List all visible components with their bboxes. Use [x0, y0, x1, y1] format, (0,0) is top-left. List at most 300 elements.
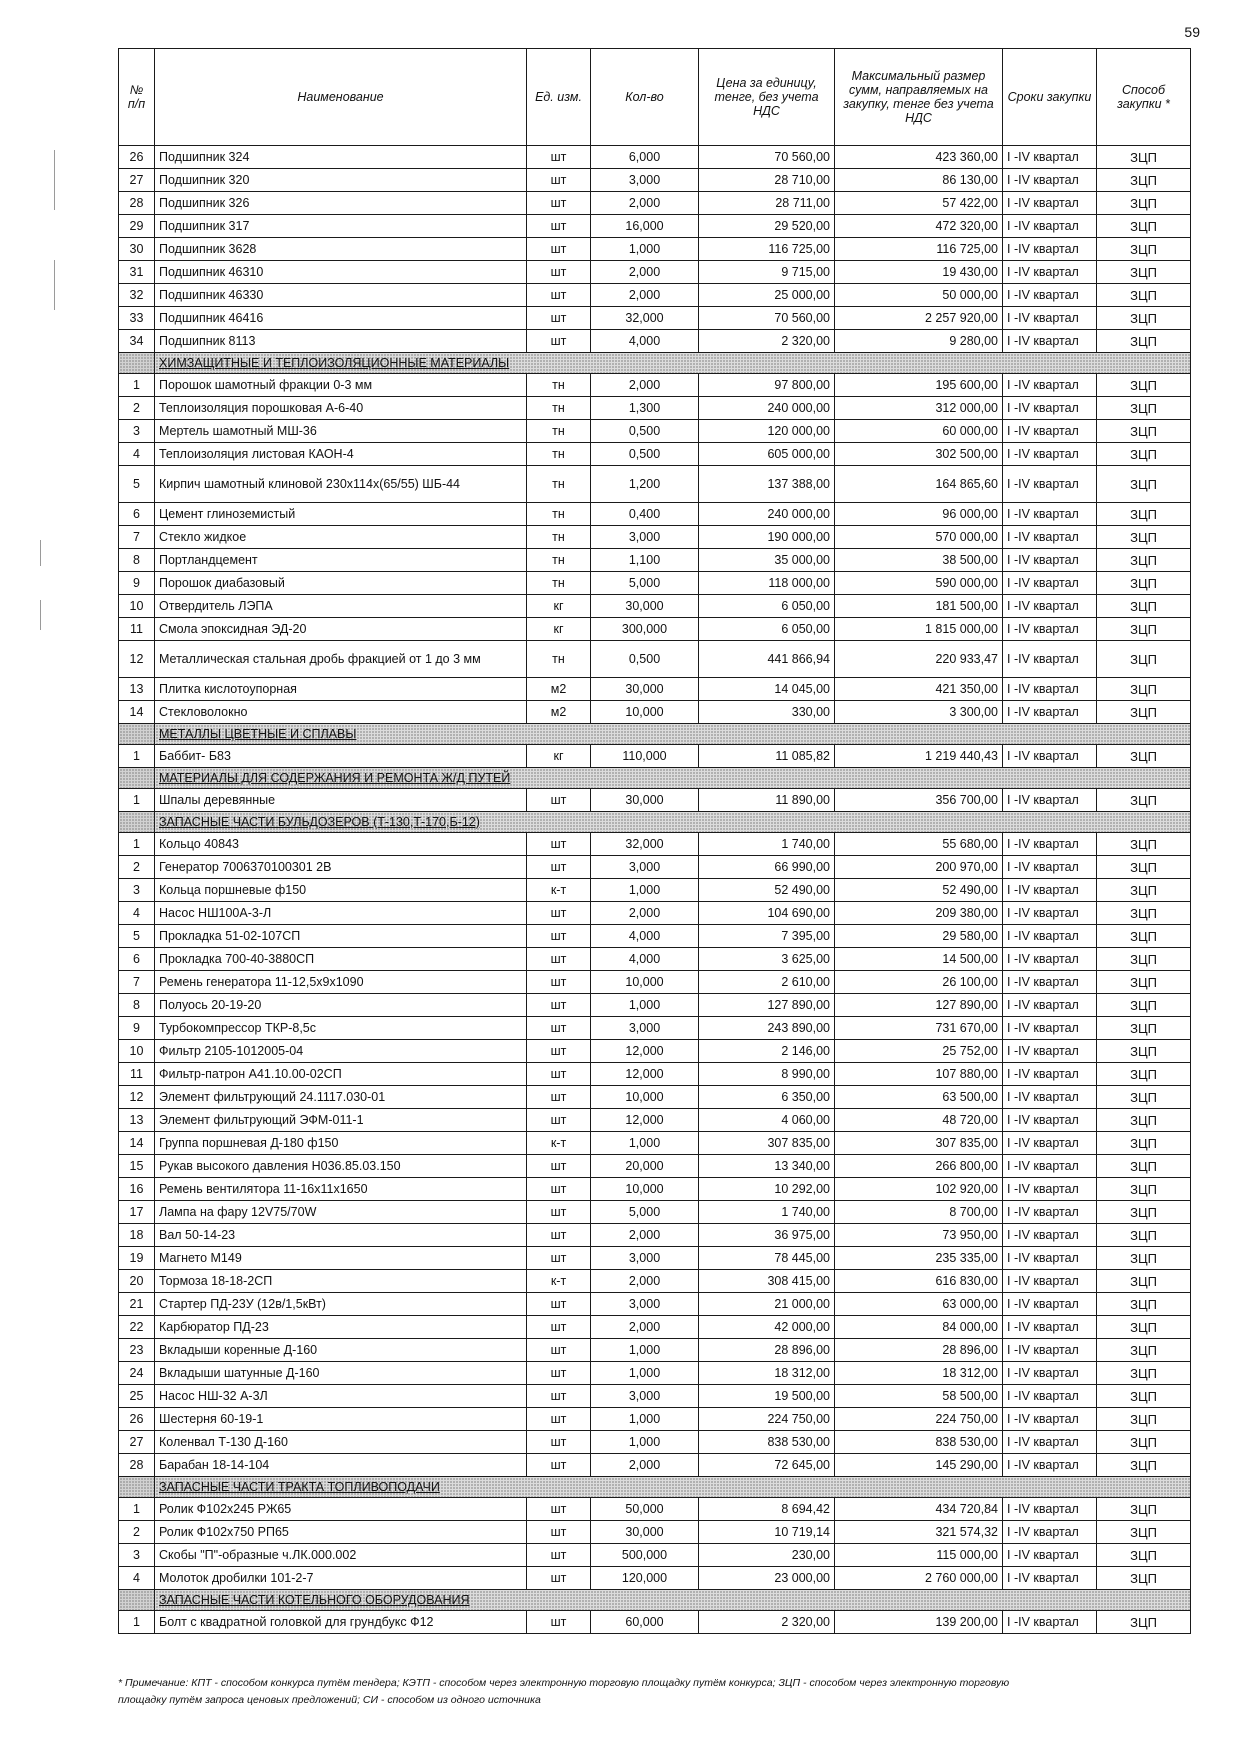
cell-price: 13 340,00: [699, 1155, 835, 1178]
table-row: [119, 701, 1191, 724]
section-row: [119, 768, 1191, 789]
cell-unit: шт: [527, 1293, 591, 1316]
section-num-cell: [119, 724, 155, 745]
cell-period: I -IV квартал: [1003, 618, 1097, 641]
section-row: [119, 724, 1191, 745]
cell-period: I -IV квартал: [1003, 466, 1097, 503]
cell-method: ЗЦП: [1097, 284, 1191, 307]
cell-num: 28: [119, 1454, 155, 1477]
cell-method: ЗЦП: [1097, 443, 1191, 466]
cell-qty: 5,000: [591, 572, 699, 595]
cell-num: 31: [119, 261, 155, 284]
cell-price: 6 050,00: [699, 595, 835, 618]
cell-price: 6 350,00: [699, 1086, 835, 1109]
cell-price: 605 000,00: [699, 443, 835, 466]
table-row: [119, 1408, 1191, 1431]
cell-max-sum: 312 000,00: [835, 397, 1003, 420]
cell-num: 6: [119, 948, 155, 971]
cell-method: ЗЦП: [1097, 1109, 1191, 1132]
cell-method: ЗЦП: [1097, 789, 1191, 812]
table-row: [119, 169, 1191, 192]
cell-method: ЗЦП: [1097, 1063, 1191, 1086]
cell-qty: 1,300: [591, 397, 699, 420]
cell-qty: 1,000: [591, 1339, 699, 1362]
scan-mark: [54, 260, 55, 310]
cell-period: I -IV квартал: [1003, 261, 1097, 284]
cell-period: I -IV квартал: [1003, 948, 1097, 971]
cell-method: ЗЦП: [1097, 503, 1191, 526]
table-row: [119, 238, 1191, 261]
cell-num: 19: [119, 1247, 155, 1270]
cell-num: 12: [119, 641, 155, 678]
cell-name: Вал 50-14-23: [155, 1224, 527, 1247]
cell-num: 1: [119, 1611, 155, 1634]
cell-method: ЗЦП: [1097, 238, 1191, 261]
table-row: [119, 192, 1191, 215]
cell-num: 28: [119, 192, 155, 215]
cell-price: 2 320,00: [699, 1611, 835, 1634]
cell-qty: 30,000: [591, 678, 699, 701]
cell-max-sum: 2 760 000,00: [835, 1567, 1003, 1590]
cell-qty: 20,000: [591, 1155, 699, 1178]
cell-qty: 3,000: [591, 526, 699, 549]
cell-unit: шт: [527, 261, 591, 284]
cell-name: Кольцо 40843: [155, 833, 527, 856]
scan-mark: [40, 540, 41, 566]
cell-unit: кг: [527, 618, 591, 641]
cell-unit: кг: [527, 745, 591, 768]
cell-num: 4: [119, 443, 155, 466]
cell-max-sum: 18 312,00: [835, 1362, 1003, 1385]
table-row: [119, 1109, 1191, 1132]
cell-max-sum: 224 750,00: [835, 1408, 1003, 1431]
cell-unit: шт: [527, 994, 591, 1017]
cell-method: ЗЦП: [1097, 1431, 1191, 1454]
footnote: [118, 1675, 1190, 1709]
table-row: [119, 1293, 1191, 1316]
cell-num: 4: [119, 902, 155, 925]
cell-qty: 12,000: [591, 1109, 699, 1132]
cell-name: Теплоизоляция листовая КАОН-4: [155, 443, 527, 466]
cell-qty: 32,000: [591, 833, 699, 856]
cell-name: Ремень генератора 11-12,5х9х1090: [155, 971, 527, 994]
cell-num: 2: [119, 856, 155, 879]
cell-unit: шт: [527, 925, 591, 948]
procurement-table: [118, 48, 1191, 1634]
table-row: [119, 330, 1191, 353]
cell-name: Рукав высокого давления Н036.85.03.150: [155, 1155, 527, 1178]
cell-num: 17: [119, 1201, 155, 1224]
cell-period: I -IV квартал: [1003, 1339, 1097, 1362]
cell-method: ЗЦП: [1097, 1544, 1191, 1567]
table-header-row: [119, 49, 1191, 146]
cell-name: Магнето М149: [155, 1247, 527, 1270]
cell-period: I -IV квартал: [1003, 1063, 1097, 1086]
cell-name: Отвердитель ЛЭПА: [155, 595, 527, 618]
cell-method: ЗЦП: [1097, 745, 1191, 768]
cell-unit: шт: [527, 856, 591, 879]
cell-num: 29: [119, 215, 155, 238]
cell-price: 28 711,00: [699, 192, 835, 215]
cell-qty: 1,000: [591, 238, 699, 261]
cell-price: 307 835,00: [699, 1132, 835, 1155]
table-row: [119, 1521, 1191, 1544]
cell-method: ЗЦП: [1097, 678, 1191, 701]
cell-num: 11: [119, 1063, 155, 1086]
cell-name: Шестерня 60-19-1: [155, 1408, 527, 1431]
cell-period: I -IV квартал: [1003, 1293, 1097, 1316]
cell-qty: 110,000: [591, 745, 699, 768]
section-row: [119, 1477, 1191, 1498]
cell-period: I -IV квартал: [1003, 1498, 1097, 1521]
cell-num: 8: [119, 549, 155, 572]
cell-unit: м2: [527, 678, 591, 701]
cell-qty: 30,000: [591, 1521, 699, 1544]
cell-method: ЗЦП: [1097, 1040, 1191, 1063]
cell-qty: 1,000: [591, 994, 699, 1017]
cell-qty: 10,000: [591, 971, 699, 994]
cell-price: 28 896,00: [699, 1339, 835, 1362]
section-row: [119, 353, 1191, 374]
cell-period: I -IV квартал: [1003, 641, 1097, 678]
cell-name: Порошок диабазовый: [155, 572, 527, 595]
cell-name: Фильтр 2105-1012005-04: [155, 1040, 527, 1063]
section-num-cell: [119, 812, 155, 833]
cell-num: 27: [119, 169, 155, 192]
section-num-cell: [119, 1590, 155, 1611]
cell-unit: шт: [527, 902, 591, 925]
table-row: [119, 745, 1191, 768]
cell-unit: шт: [527, 1109, 591, 1132]
cell-name: Фильтр-патрон А41.10.00-02СП: [155, 1063, 527, 1086]
cell-period: I -IV квартал: [1003, 1201, 1097, 1224]
cell-qty: 10,000: [591, 1086, 699, 1109]
cell-unit: шт: [527, 1408, 591, 1431]
cell-qty: 3,000: [591, 1385, 699, 1408]
cell-max-sum: 731 670,00: [835, 1017, 1003, 1040]
table-row: [119, 595, 1191, 618]
section-title: МЕТАЛЛЫ ЦВЕТНЫЕ И СПЛАВЫ: [155, 724, 1191, 745]
cell-period: I -IV квартал: [1003, 902, 1097, 925]
cell-qty: 300,000: [591, 618, 699, 641]
cell-unit: шт: [527, 284, 591, 307]
cell-max-sum: 8 700,00: [835, 1201, 1003, 1224]
cell-method: ЗЦП: [1097, 856, 1191, 879]
cell-max-sum: 9 280,00: [835, 330, 1003, 353]
cell-unit: шт: [527, 1155, 591, 1178]
table-row: [119, 1431, 1191, 1454]
section-num-cell: [119, 768, 155, 789]
cell-max-sum: 139 200,00: [835, 1611, 1003, 1634]
cell-unit: шт: [527, 238, 591, 261]
cell-price: 116 725,00: [699, 238, 835, 261]
cell-name: Шпалы деревянные: [155, 789, 527, 812]
cell-num: 24: [119, 1362, 155, 1385]
cell-method: ЗЦП: [1097, 1224, 1191, 1247]
cell-max-sum: 86 130,00: [835, 169, 1003, 192]
cell-price: 330,00: [699, 701, 835, 724]
cell-max-sum: 28 896,00: [835, 1339, 1003, 1362]
cell-price: 224 750,00: [699, 1408, 835, 1431]
cell-qty: 500,000: [591, 1544, 699, 1567]
cell-unit: шт: [527, 1224, 591, 1247]
cell-period: I -IV квартал: [1003, 789, 1097, 812]
cell-unit: шт: [527, 1454, 591, 1477]
cell-name: Кирпич шамотный клиновой 230х114х(65/55) ШБ-44: [155, 466, 527, 503]
cell-unit: тн: [527, 526, 591, 549]
cell-unit: шт: [527, 1521, 591, 1544]
cell-price: 78 445,00: [699, 1247, 835, 1270]
cell-num: 12: [119, 1086, 155, 1109]
cell-unit: шт: [527, 833, 591, 856]
cell-max-sum: 50 000,00: [835, 284, 1003, 307]
cell-period: I -IV квартал: [1003, 330, 1097, 353]
cell-method: ЗЦП: [1097, 169, 1191, 192]
cell-period: I -IV квартал: [1003, 701, 1097, 724]
cell-num: 7: [119, 971, 155, 994]
cell-method: ЗЦП: [1097, 948, 1191, 971]
cell-period: I -IV квартал: [1003, 1408, 1097, 1431]
cell-max-sum: 266 800,00: [835, 1155, 1003, 1178]
cell-method: ЗЦП: [1097, 526, 1191, 549]
cell-unit: тн: [527, 641, 591, 678]
table-row: [119, 549, 1191, 572]
cell-max-sum: 321 574,32: [835, 1521, 1003, 1544]
cell-name: Подшипник 3628: [155, 238, 527, 261]
cell-unit: шт: [527, 192, 591, 215]
section-title: ЗАПАСНЫЕ ЧАСТИ КОТЕЛЬНОГО ОБОРУДОВАНИЯ: [155, 1590, 1191, 1611]
cell-name: Мертель шамотный МШ-36: [155, 420, 527, 443]
cell-name: Стекловолокно: [155, 701, 527, 724]
cell-max-sum: 102 920,00: [835, 1178, 1003, 1201]
cell-name: Карбюратор ПД-23: [155, 1316, 527, 1339]
cell-name: Подшипник 46330: [155, 284, 527, 307]
cell-method: ЗЦП: [1097, 902, 1191, 925]
header-price: Цена за единицу, тенге, без учета НДС: [699, 49, 835, 146]
table-row: [119, 1155, 1191, 1178]
cell-max-sum: 48 720,00: [835, 1109, 1003, 1132]
cell-num: 2: [119, 397, 155, 420]
cell-period: I -IV квартал: [1003, 1454, 1097, 1477]
cell-num: 13: [119, 678, 155, 701]
cell-method: ЗЦП: [1097, 994, 1191, 1017]
header-unit: Ед. изм.: [527, 49, 591, 146]
cell-period: I -IV квартал: [1003, 1155, 1097, 1178]
cell-qty: 60,000: [591, 1611, 699, 1634]
cell-method: ЗЦП: [1097, 397, 1191, 420]
cell-num: 4: [119, 1567, 155, 1590]
cell-period: I -IV квартал: [1003, 146, 1097, 169]
cell-name: Насос НШ-32 А-3Л: [155, 1385, 527, 1408]
cell-name: Элемент фильтрующий ЭФМ-011-1: [155, 1109, 527, 1132]
cell-period: I -IV квартал: [1003, 833, 1097, 856]
cell-num: 2: [119, 1521, 155, 1544]
cell-method: ЗЦП: [1097, 1132, 1191, 1155]
cell-max-sum: 84 000,00: [835, 1316, 1003, 1339]
cell-name: Прокладка 700-40-3880СП: [155, 948, 527, 971]
cell-price: 1 740,00: [699, 1201, 835, 1224]
cell-num: 21: [119, 1293, 155, 1316]
cell-period: I -IV квартал: [1003, 1521, 1097, 1544]
table-row: [119, 1178, 1191, 1201]
cell-num: 3: [119, 420, 155, 443]
cell-name: Кольца поршневые ф150: [155, 879, 527, 902]
cell-unit: шт: [527, 1362, 591, 1385]
cell-unit: тн: [527, 549, 591, 572]
cell-price: 2 320,00: [699, 330, 835, 353]
cell-num: 34: [119, 330, 155, 353]
cell-qty: 32,000: [591, 307, 699, 330]
cell-num: 32: [119, 284, 155, 307]
cell-qty: 3,000: [591, 856, 699, 879]
cell-num: 1: [119, 745, 155, 768]
cell-period: I -IV квартал: [1003, 443, 1097, 466]
cell-period: I -IV квартал: [1003, 1178, 1097, 1201]
table-row: [119, 503, 1191, 526]
cell-name: Молоток дробилки 101-2-7: [155, 1567, 527, 1590]
cell-qty: 2,000: [591, 1270, 699, 1293]
cell-unit: шт: [527, 1247, 591, 1270]
cell-num: 8: [119, 994, 155, 1017]
cell-method: ЗЦП: [1097, 1521, 1191, 1544]
cell-method: ЗЦП: [1097, 1408, 1191, 1431]
cell-qty: 2,000: [591, 374, 699, 397]
cell-period: I -IV квартал: [1003, 1611, 1097, 1634]
cell-period: I -IV квартал: [1003, 1544, 1097, 1567]
cell-name: Подшипник 320: [155, 169, 527, 192]
table-row: [119, 1017, 1191, 1040]
cell-method: ЗЦП: [1097, 420, 1191, 443]
table-row: [119, 443, 1191, 466]
cell-unit: шт: [527, 1544, 591, 1567]
cell-max-sum: 29 580,00: [835, 925, 1003, 948]
cell-price: 243 890,00: [699, 1017, 835, 1040]
section-title: ЗАПАСНЫЕ ЧАСТИ ТРАКТА ТОПЛИВОПОДАЧИ: [155, 1477, 1191, 1498]
cell-period: I -IV квартал: [1003, 169, 1097, 192]
cell-method: ЗЦП: [1097, 1201, 1191, 1224]
cell-period: I -IV квартал: [1003, 1040, 1097, 1063]
cell-num: 5: [119, 466, 155, 503]
cell-method: ЗЦП: [1097, 572, 1191, 595]
cell-num: 7: [119, 526, 155, 549]
cell-qty: 2,000: [591, 261, 699, 284]
cell-name: Прокладка 51-02-107СП: [155, 925, 527, 948]
cell-qty: 4,000: [591, 330, 699, 353]
section-num-cell: [119, 353, 155, 374]
cell-qty: 1,000: [591, 1431, 699, 1454]
cell-max-sum: 302 500,00: [835, 443, 1003, 466]
cell-period: I -IV квартал: [1003, 678, 1097, 701]
table-body: [119, 146, 1191, 1634]
cell-num: 5: [119, 925, 155, 948]
cell-price: 11 085,82: [699, 745, 835, 768]
table-row: [119, 789, 1191, 812]
cell-period: I -IV квартал: [1003, 215, 1097, 238]
cell-method: ЗЦП: [1097, 1362, 1191, 1385]
scan-mark: [40, 600, 41, 630]
cell-price: 190 000,00: [699, 526, 835, 549]
cell-unit: шт: [527, 146, 591, 169]
cell-price: 838 530,00: [699, 1431, 835, 1454]
cell-name: Подшипник 46416: [155, 307, 527, 330]
cell-unit: тн: [527, 503, 591, 526]
cell-period: I -IV квартал: [1003, 1431, 1097, 1454]
cell-price: 127 890,00: [699, 994, 835, 1017]
cell-period: I -IV квартал: [1003, 1109, 1097, 1132]
cell-method: ЗЦП: [1097, 618, 1191, 641]
cell-price: 19 500,00: [699, 1385, 835, 1408]
cell-method: ЗЦП: [1097, 701, 1191, 724]
table-row: [119, 307, 1191, 330]
header-name: Наименование: [155, 49, 527, 146]
page-number: 59: [1184, 24, 1200, 40]
cell-price: 66 990,00: [699, 856, 835, 879]
cell-price: 70 560,00: [699, 307, 835, 330]
cell-max-sum: 838 530,00: [835, 1431, 1003, 1454]
cell-method: ЗЦП: [1097, 1086, 1191, 1109]
cell-period: I -IV квартал: [1003, 397, 1097, 420]
cell-unit: шт: [527, 169, 591, 192]
table-row: [119, 925, 1191, 948]
cell-qty: 2,000: [591, 902, 699, 925]
cell-unit: шт: [527, 330, 591, 353]
cell-price: 97 800,00: [699, 374, 835, 397]
cell-max-sum: 73 950,00: [835, 1224, 1003, 1247]
procurement-sheet: [118, 48, 1190, 1634]
table-row: [119, 1247, 1191, 1270]
cell-price: 3 625,00: [699, 948, 835, 971]
cell-qty: 4,000: [591, 948, 699, 971]
cell-period: I -IV квартал: [1003, 994, 1097, 1017]
cell-max-sum: 220 933,47: [835, 641, 1003, 678]
cell-name: Стартер ПД-23У (12в/1,5кВт): [155, 1293, 527, 1316]
cell-price: 35 000,00: [699, 549, 835, 572]
cell-name: Ролик Ф102х245 РЖ65: [155, 1498, 527, 1521]
cell-price: 9 715,00: [699, 261, 835, 284]
cell-qty: 3,000: [591, 1247, 699, 1270]
cell-period: I -IV квартал: [1003, 503, 1097, 526]
cell-num: 10: [119, 1040, 155, 1063]
cell-price: 10 292,00: [699, 1178, 835, 1201]
cell-num: 22: [119, 1316, 155, 1339]
cell-num: 9: [119, 572, 155, 595]
cell-price: 1 740,00: [699, 833, 835, 856]
section-title: МАТЕРИАЛЫ ДЛЯ СОДЕРЖАНИЯ И РЕМОНТА Ж/Д ПУТЕЙ: [155, 768, 1191, 789]
cell-name: Подшипник 324: [155, 146, 527, 169]
cell-method: ЗЦП: [1097, 1339, 1191, 1362]
cell-price: 70 560,00: [699, 146, 835, 169]
cell-num: 26: [119, 146, 155, 169]
cell-price: 42 000,00: [699, 1316, 835, 1339]
cell-period: I -IV квартал: [1003, 307, 1097, 330]
header-num: № п/п: [119, 49, 155, 146]
cell-name: Турбокомпрессор ТКР-8,5с: [155, 1017, 527, 1040]
section-title: ХИМЗАЩИТНЫЕ И ТЕПЛОИЗОЛЯЦИОННЫЕ МАТЕРИАЛЫ: [155, 353, 1191, 374]
cell-period: I -IV квартал: [1003, 879, 1097, 902]
table-row: [119, 261, 1191, 284]
cell-price: 240 000,00: [699, 397, 835, 420]
cell-period: I -IV квартал: [1003, 1086, 1097, 1109]
cell-qty: 12,000: [591, 1040, 699, 1063]
cell-num: 9: [119, 1017, 155, 1040]
section-row: [119, 812, 1191, 833]
cell-max-sum: 63 000,00: [835, 1293, 1003, 1316]
table-row: [119, 678, 1191, 701]
table-row: [119, 1086, 1191, 1109]
cell-price: 2 610,00: [699, 971, 835, 994]
cell-max-sum: 25 752,00: [835, 1040, 1003, 1063]
table-row: [119, 1567, 1191, 1590]
